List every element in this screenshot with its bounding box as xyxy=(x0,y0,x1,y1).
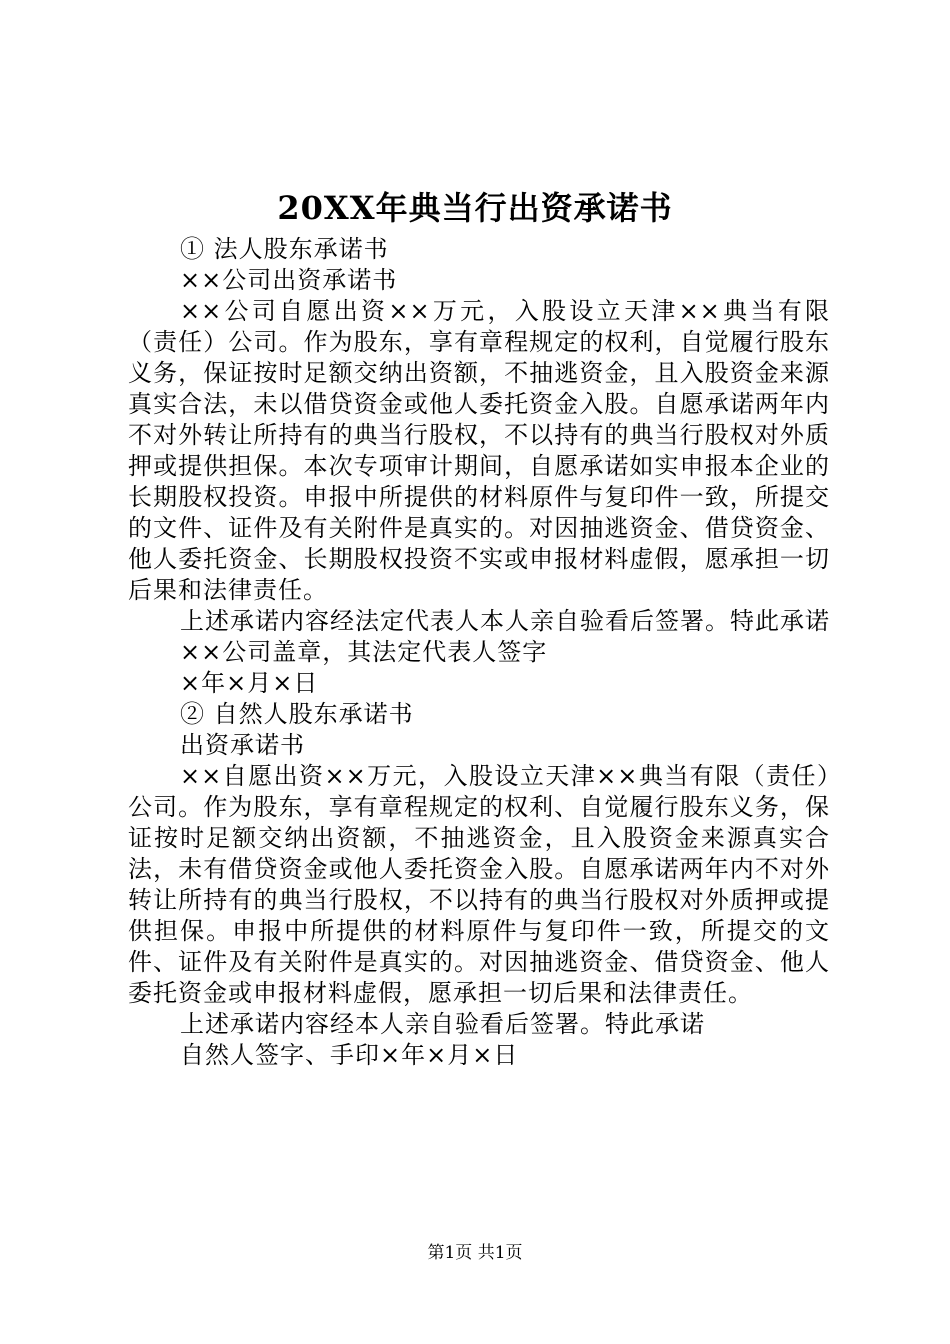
paragraph-company-signing-statement: 上述承诺内容经法定代表人本人亲自验看后签署。特此承诺 xyxy=(180,607,830,635)
subheading-company-commitment: ××公司出资承诺书 xyxy=(180,266,398,294)
document-body xyxy=(128,234,830,1071)
natural-person-signature-line: 自然人签字、手印×年×月×日 xyxy=(180,1041,519,1069)
company-seal-line: ××公司盖章，其法定代表人签字 xyxy=(180,638,548,666)
paragraph-company-commitment: ××公司自愿出资××万元，入股设立天津××典当有限（责任）公司。作为股东，享有章程规定的权利，自觉履行股东义务，保证按时足额交纳出资额，不抽逃资金，且入股资金来源真实合法，未以借贷资金或他人委托资金入股。自愿承诺两年内不对外转让所持有的典当行股权，不以持有的典当行股权对外质押或提供担保。本次专项审计期间，自愿承诺如实申报本企业的长期股权投资。申报中所提供的材料原件与复印件一致，所提交的文件、证件及有关附件是真实的。对因抽逃资金、借贷资金、他人委托资金、长期股权投资不实或申报材料虚假，愿承担一切后果和法律责任。 xyxy=(128,297,830,604)
company-date-line: ×年×月×日 xyxy=(180,669,319,697)
section-heading-natural-person: ② 自然人股东承诺书 xyxy=(180,700,414,728)
page-footer: 第1页 共1页 xyxy=(427,1243,523,1263)
section-heading-legal-person: ① 法人股东承诺书 xyxy=(180,235,389,263)
document-title: 20XX年典当行出资承诺书 xyxy=(277,189,673,227)
paragraph-natural-person-commitment: ××自愿出资××万元，入股设立天津××典当有限（责任）公司。作为股东，享有章程规定的权利、自觉履行股东义务，保证按时足额交纳出资额，不抽逃资金，且入股资金来源真实合法，未有借贷资金或他人委托资金入股。自愿承诺两年内不对外转让所持有的典当行股权，不以持有的典当行股权对外质押或提供担保。申报中所提供的材料原件与复印件一致，所提交的文件、证件及有关附件是真实的。对因抽逃资金、借贷资金、他人委托资金或申报材料虚假，愿承担一切后果和法律责任。 xyxy=(128,762,830,1007)
paragraph-natural-person-signing-statement: 上述承诺内容经本人亲自验看后签署。特此承诺 xyxy=(180,1010,705,1038)
subheading-natural-person-commitment: 出资承诺书 xyxy=(180,731,305,759)
